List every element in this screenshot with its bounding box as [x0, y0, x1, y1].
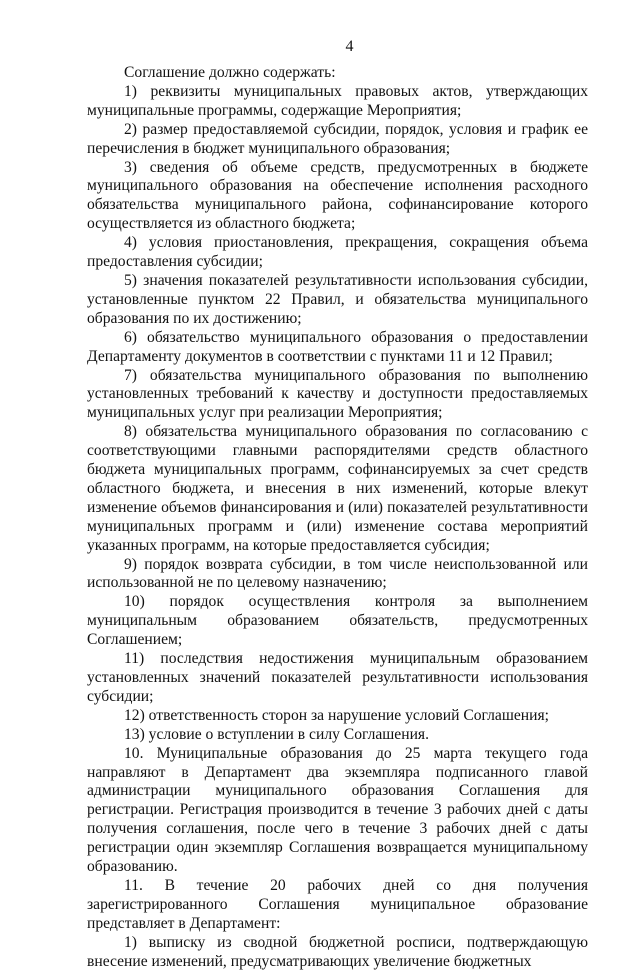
paragraph-item-6: 6) обязательство муниципального образования о предоставлении Департаменту документов в соответствии с пунктами 11 и 12 Правил; — [87, 328, 588, 365]
page-number: 4 — [345, 38, 354, 55]
paragraph-item-12: 12) ответственность сторон за нарушение условий Соглашения; — [124, 706, 549, 724]
paragraph-item-2: 2) размер предоставляемой субсидии, порядок, условия и график ее перечисления в бюджет муниципального образования; — [87, 120, 588, 157]
paragraph-item-3: 3) сведения об объеме средств, предусмотренных в бюджете муниципального образования на обеспечение исполнения расходного обязательства муниципального района, софинансирование которого осуществляется из областного бюджета; — [87, 158, 588, 233]
paragraph-item-4: 4) условия приостановления, прекращения, сокращения объема предоставления субсидии; — [87, 234, 588, 271]
paragraph-item-11: 11) последствия недостижения муниципальным образованием установленных значений показателей результативности использования субсидии; — [87, 650, 588, 705]
paragraph-item-13: 13) условие о вступлении в силу Соглашения. — [124, 725, 429, 743]
paragraph-item-1: 1) реквизиты муниципальных правовых актов, утверждающих муниципальные программы, содержащие Мероприятия; — [87, 82, 588, 119]
paragraph-section-11-item-1: 1) выписку из сводной бюджетной росписи, подтверждающую внесение изменений, предусматривающих увеличение бюджетных — [87, 933, 588, 970]
paragraph-section-11: 11. В течение 20 рабочих дней со дня получения зарегистрированного Соглашения муниципальное образование представляет в Департамент: — [87, 876, 588, 932]
paragraph-section-10: 10. Муниципальные образования до 25 марта текущего года направляют в Департамент два экземпляра подписанного главой администрации муниципального образования Соглашения для регистрации. Регистрация производится в течение 3 рабочих дней с даты получения соглашения, после чего в течение 3 рабочих дней с даты регистрации один экземпляр Соглашения возвращается муниципальному образованию. — [87, 744, 588, 876]
paragraph-item-8: 8) обязательства муниципального образования по согласованию с соответствующими главными распорядителями средств областного бюджета муниципальных программ, софинансируемых за счет средств областного бюджета, и внесения в них изменений, которые влекут изменение объемов финансирования и (или) показателей результативности муниципальных программ и (или) изменение состава мероприятий указанных программ, на которые предоставляется субсидия; — [87, 423, 588, 554]
paragraph-item-5: 5) значения показателей результативности использования субсидии, установленные пунктом 22 Правил, и обязательства муниципального образования по их достижению; — [87, 271, 588, 327]
paragraph-intro: Соглашение должно содержать: — [124, 64, 336, 81]
paragraph-item-10: 10) порядок осуществления контроля за выполнением муниципальным образованием обязательств, предусмотренных Соглашением; — [87, 593, 588, 649]
paragraph-item-7: 7) обязательства муниципального образования по выполнению установленных требований к качеству и доступности предоставляемых муниципальных услуг при реализации Мероприятия; — [87, 366, 588, 422]
paragraph-item-9: 9) порядок возврата субсидии, в том числе неиспользованной или использованной не по целевому назначению; — [87, 555, 588, 592]
